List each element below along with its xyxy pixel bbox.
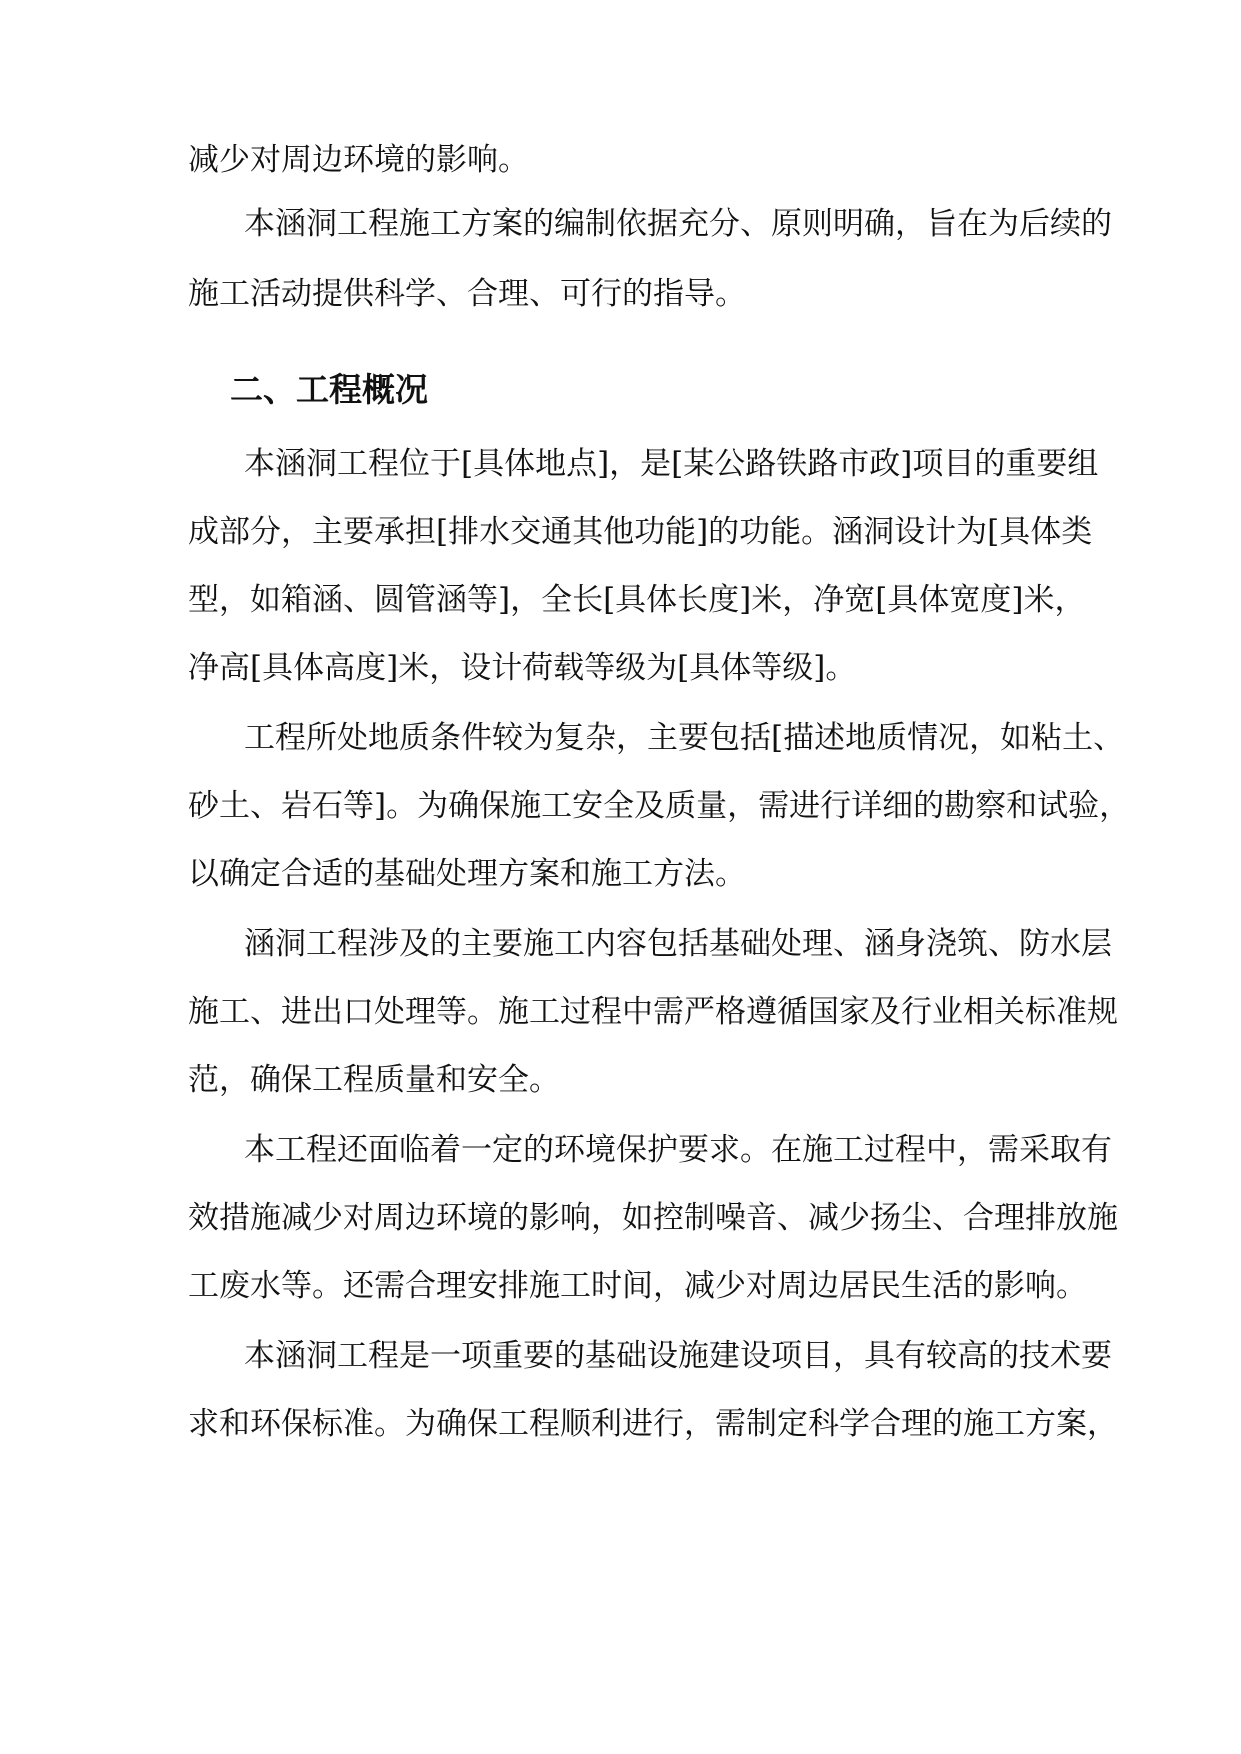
text-line: 型，如箱涵、圆管涵等]，全长[具体长度]米，净宽[具体宽度]米， [188, 582, 1086, 618]
text-line: 净高[具体高度]米，设计荷载等级为[具体等级]。 [188, 650, 857, 686]
section-heading: 二、工程概况 [230, 370, 428, 409]
text-line: 工程所处地质条件较为复杂，主要包括[描述地质情况，如粘土、 [244, 720, 1125, 756]
text-line: 成部分，主要承担[排水交通其他功能]的功能。涵洞设计为[具体类 [188, 514, 1093, 550]
text-line: 求和环保标准。为确保工程顺利进行，需制定科学合理的施工方案， [188, 1406, 1118, 1442]
text-line: 本涵洞工程是一项重要的基础设施建设项目，具有较高的技术要 [244, 1338, 1112, 1374]
text-line: 以确定合适的基础处理方案和施工方法。 [188, 856, 746, 892]
text-line: 效措施减少对周边环境的影响，如控制噪音、减少扬尘、合理排放施 [188, 1200, 1118, 1236]
text-line: 本涵洞工程施工方案的编制依据充分、原则明确，旨在为后续的 [244, 206, 1112, 242]
text-line: 砂土、岩石等]。为确保施工安全及质量，需进行详细的勘察和试验， [188, 788, 1131, 824]
text-line: 施工活动提供科学、合理、可行的指导。 [188, 276, 746, 312]
text-line: 施工、进出口处理等。施工过程中需严格遵循国家及行业相关标准规 [188, 994, 1118, 1030]
text-line: 本工程还面临着一定的环境保护要求。在施工过程中，需采取有 [244, 1132, 1112, 1168]
text-line: 涵洞工程涉及的主要施工内容包括基础处理、涵身浇筑、防水层 [244, 926, 1112, 962]
text-line: 减少对周边环境的影响。 [188, 142, 529, 178]
text-line: 本涵洞工程位于[具体地点]，是[某公路铁路市政]项目的重要组 [244, 446, 1099, 482]
text-line: 范，确保工程质量和安全。 [188, 1062, 560, 1098]
text-line: 工废水等。还需合理安排施工时间，减少对周边居民生活的影响。 [188, 1268, 1087, 1304]
